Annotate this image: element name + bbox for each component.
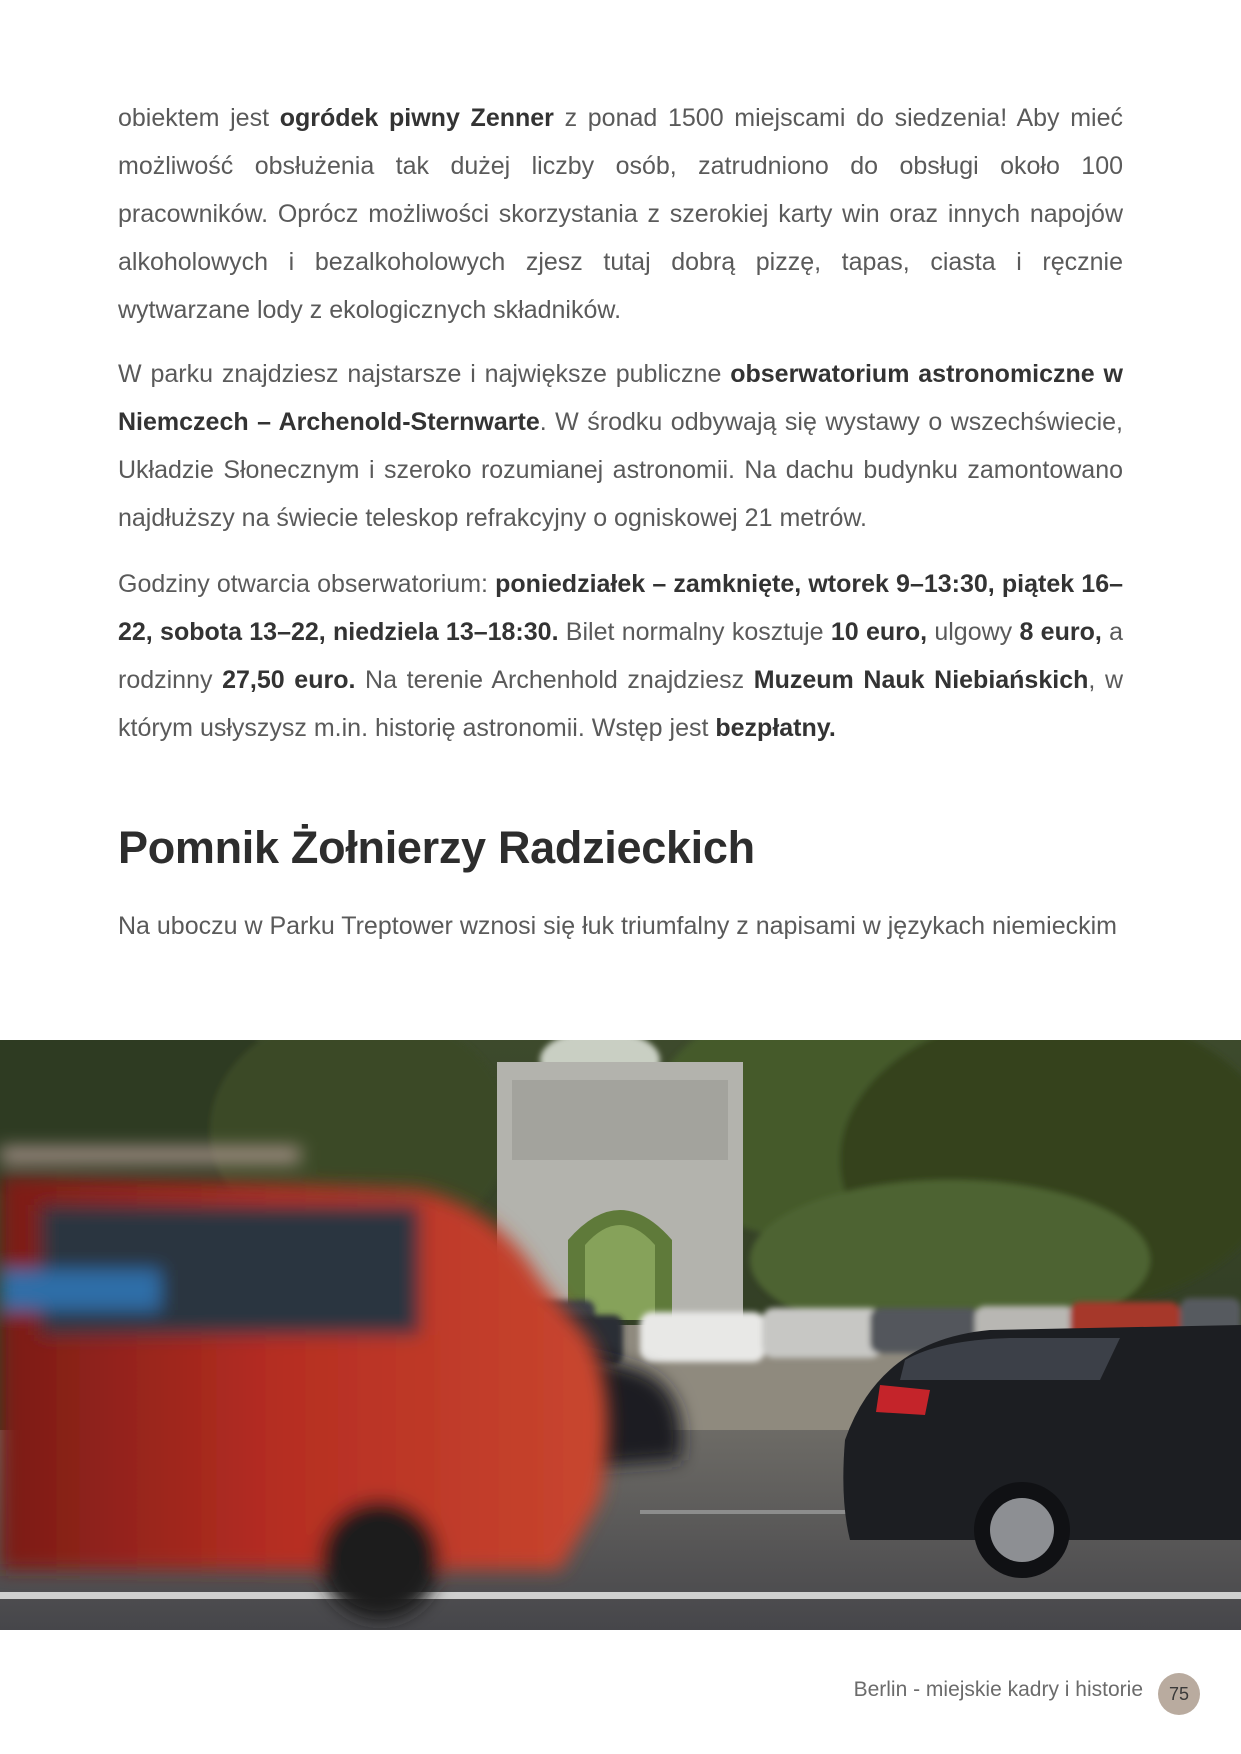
body-paragraph-opening-hours xyxy=(118,560,1123,752)
text-run: . W środku odbywają się wystawy o wszechświecie, Układzie Słonecznym i szeroko rozumianej astronomii. Na dachu budynku zamontowano najdłuższy na świecie teleskop refrakcyjny o ogniskowej 21 metrów. xyxy=(118,408,1123,532)
page-number-badge: 75 xyxy=(1158,1673,1200,1715)
text-run: ulgowy xyxy=(927,618,1020,646)
photo-soviet-memorial-arch xyxy=(0,1040,1241,1630)
body-paragraph-monument xyxy=(118,902,1123,950)
text-run: Bilet normalny kosztuje xyxy=(558,618,831,646)
footer-book-title: Berlin - miejskie kadry i historie xyxy=(853,1678,1143,1701)
text-run: a rodzinny xyxy=(118,618,1123,694)
text-run: , w którym usłyszysz m.in. historię astronomii. Wstęp jest xyxy=(118,666,1123,742)
bold-text-run: bezpłatny. xyxy=(715,714,836,742)
body-paragraph-observatory xyxy=(118,350,1123,542)
body-paragraph-beer-garden xyxy=(118,94,1123,334)
bold-text-run: 10 euro, xyxy=(830,618,928,646)
text-run: Na uboczu w Parku Treptower wznosi się łuk triumfalny z napisami w językach niemieckim xyxy=(118,912,1117,940)
bold-text-run: poniedziałek – zamknięte, wtorek 9–13:30, piątek 16–22, sobota 13–22, niedziela 13–18:30. xyxy=(118,570,1124,646)
section-heading: Pomnik Żołnierzy Radzieckich xyxy=(118,822,755,873)
text-run: z ponad 1500 miejscami do siedzenia! Aby mieć możliwość obsłużenia tak dużej liczby osób, zatrudniono do obsługi około 100 pracowników. Oprócz możliwości skorzystania z szerokiej karty win oraz innych napojów alkoholowych i bezalkoholowych zjesz tutaj dobrą pizzę, tapas, ciasta i ręcznie wytwarzane lody z ekologicznych składników. xyxy=(118,104,1123,324)
bold-text-run: 8 euro, xyxy=(1019,618,1102,646)
bold-text-run: 27,50 euro. xyxy=(222,666,356,694)
bold-text-run: obserwatorium astronomiczne w Niemczech – Archenold-Sternwarte xyxy=(118,360,1123,436)
text-run: obiektem jest xyxy=(118,104,280,132)
text-run: Godziny otwarcia obserwatorium: xyxy=(118,570,496,598)
text-run: Na terenie Archenhold znajdziesz xyxy=(355,666,754,694)
bold-text-run: ogródek piwny Zenner xyxy=(279,104,554,132)
bold-text-run: Muzeum Nauk Niebiańskich xyxy=(753,666,1089,694)
text-run: W parku znajdziesz najstarsze i największe publiczne xyxy=(118,360,731,388)
